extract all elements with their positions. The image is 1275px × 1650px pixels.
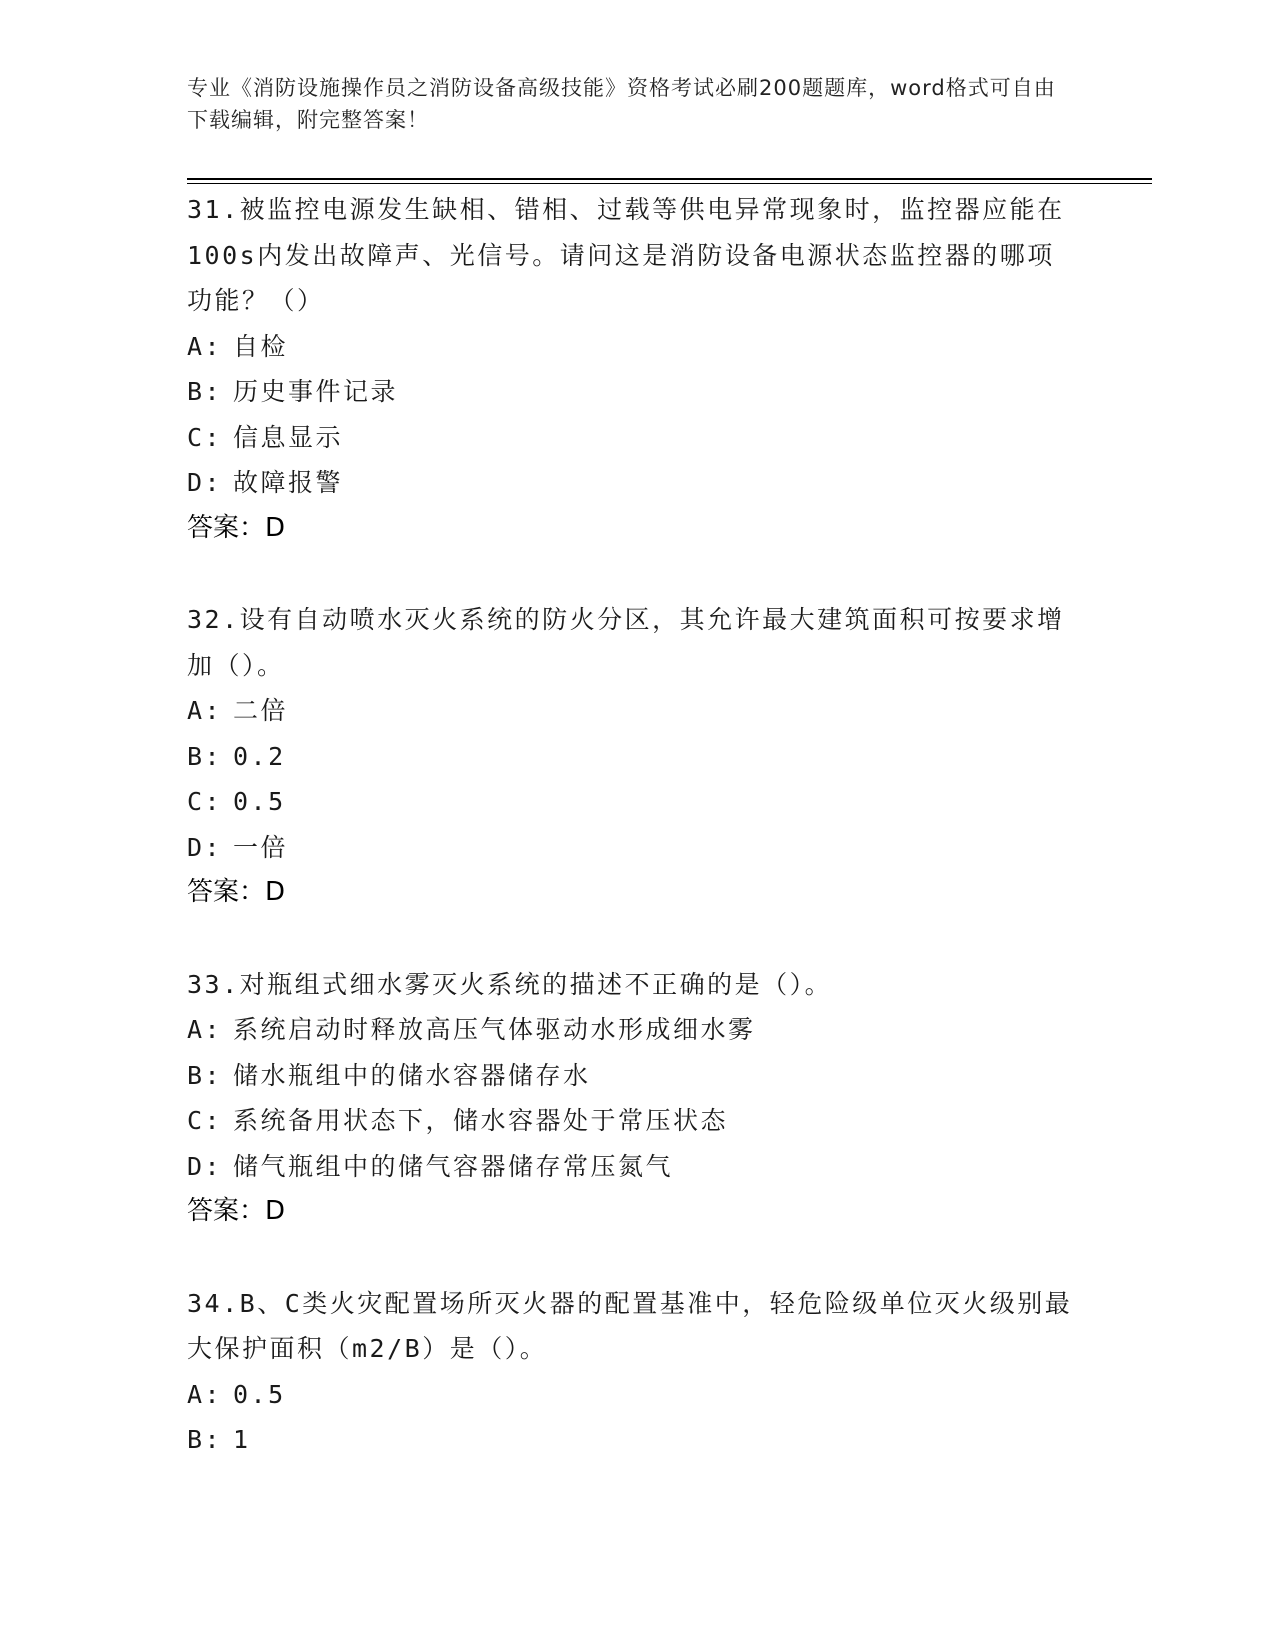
option-letter: B: <box>187 1060 223 1090</box>
option-letter: B: <box>187 377 223 406</box>
option-letter: D: <box>187 468 223 497</box>
answer-value: D <box>265 1196 286 1226</box>
answer-line <box>187 506 1077 552</box>
option-a <box>187 1372 1077 1418</box>
header-divider-thin <box>187 183 1152 184</box>
option-letter: C: <box>187 787 223 816</box>
option-a <box>187 324 1077 370</box>
question-32 <box>187 597 1077 916</box>
option-text: 0.5 <box>233 787 286 816</box>
question-text: 33.对瓶组式细水雾灭火系统的描述不正确的是（）。 <box>187 969 833 999</box>
question-text: 32.设有自动喷水灭火系统的防火分区，其允许最大建筑面积可按要求增加（）。 <box>187 605 1065 680</box>
answer-label: 答案： <box>187 877 266 907</box>
option-letter: A: <box>187 1379 223 1409</box>
option-c <box>187 415 1077 461</box>
option-c <box>187 779 1077 825</box>
option-text: 系统启动时释放高压气体驱动水形成细水雾 <box>233 1015 756 1044</box>
answer-line <box>187 1189 1077 1235</box>
answer-value: D <box>265 877 286 907</box>
header-divider-thick <box>187 178 1152 180</box>
question-34 <box>187 1281 1077 1463</box>
option-text: 储气瓶组中的储气容器储存常压氮气 <box>233 1151 674 1181</box>
option-text: 0.2 <box>233 741 286 771</box>
option-text: 系统备用状态下，储水容器处于常压状态 <box>233 1106 729 1135</box>
option-text: 信息显示 <box>233 422 344 452</box>
option-text: 二倍 <box>233 696 289 725</box>
option-b <box>187 1417 1077 1463</box>
option-letter: B: <box>187 1425 223 1454</box>
option-text: 一倍 <box>233 832 289 862</box>
option-letter: C: <box>187 422 223 452</box>
option-letter: D: <box>187 1151 223 1181</box>
option-text: 储水瓶组中的储水容器储存水 <box>233 1060 591 1090</box>
option-b <box>187 1053 1077 1099</box>
answer-value: D <box>265 512 286 543</box>
option-letter: B: <box>187 741 223 771</box>
option-letter: C: <box>187 1106 223 1135</box>
option-b <box>187 369 1077 415</box>
question-text: 34.B、C类火灾配置场所灭火器的配置基准中，轻危险级单位灭火级别最大保护面积（m2/B）是（）。 <box>187 1288 1073 1363</box>
option-text: 1 <box>233 1425 251 1454</box>
option-text: 0.5 <box>233 1379 286 1409</box>
answer-label: 答案： <box>187 1196 266 1226</box>
option-a <box>187 688 1077 734</box>
option-text: 历史事件记录 <box>233 377 399 406</box>
option-letter: A: <box>187 331 223 361</box>
option-d <box>187 1144 1077 1190</box>
question-31 <box>187 187 1077 551</box>
option-text: 自检 <box>233 331 289 361</box>
option-b <box>187 734 1077 780</box>
question-list <box>187 187 1077 1509</box>
option-a <box>187 1007 1077 1053</box>
document-header: 专业《消防设施操作员之消防设备高级技能》资格考试必刷200题题库，word格式可自由下载编辑，附完整答案！ <box>187 76 1056 132</box>
answer-line <box>187 870 1077 916</box>
option-c <box>187 1098 1077 1144</box>
option-letter: D: <box>187 832 223 862</box>
option-d <box>187 460 1077 506</box>
option-d <box>187 825 1077 871</box>
option-text: 故障报警 <box>233 468 344 497</box>
option-letter: A: <box>187 696 223 725</box>
question-text: 31.被监控电源发生缺相、错相、过载等供电异常现象时，监控器应能在100s内发出故障声、光信号。请问这是消防设备电源状态监控器的哪项功能？（） <box>187 195 1065 315</box>
question-33 <box>187 962 1077 1235</box>
option-letter: A: <box>187 1015 223 1044</box>
answer-label: 答案： <box>187 512 266 543</box>
